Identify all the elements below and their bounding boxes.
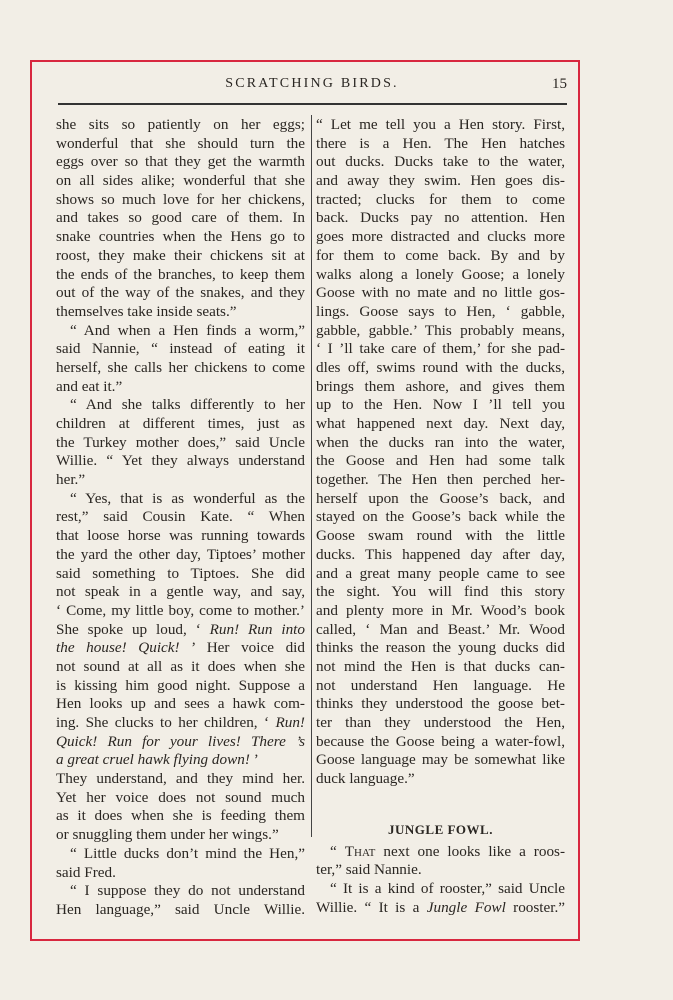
- text-segment: ’ Her voice did: [179, 639, 305, 657]
- text-line: [56, 751, 305, 770]
- text-line: [316, 695, 565, 714]
- text-line: [316, 228, 565, 247]
- text-line: [316, 751, 565, 770]
- column-divider: [311, 115, 312, 837]
- text-line: [56, 621, 305, 640]
- text-segment: goes more distracted and clucks more: [316, 228, 565, 246]
- running-header: [57, 76, 567, 98]
- text-line: [56, 658, 305, 677]
- text-segment: there is a Hen. The Hen hatches: [316, 134, 565, 152]
- text-line: [56, 639, 305, 658]
- text-segment: and eat it.”: [56, 377, 123, 395]
- text-line: [56, 583, 305, 602]
- text-segment: ter than they understood the Hen,: [316, 714, 565, 731]
- text-segment: “ Little ducks don’t mind the Hen,”: [70, 844, 305, 862]
- text-line: [56, 901, 305, 920]
- italic-text: Run! Run into: [209, 620, 305, 638]
- text-line: [316, 247, 565, 266]
- text-line: [316, 434, 565, 453]
- header-rule: [58, 103, 567, 105]
- text-segment: her.”: [56, 471, 86, 489]
- text-segment: snake countries when the Hens go to: [56, 228, 305, 246]
- text-segment: back. Ducks pay no attention. Hen: [316, 209, 565, 227]
- text-line: [56, 135, 305, 154]
- italic-text: a great cruel hawk flying down!: [56, 751, 250, 769]
- running-title: SCRATCHING BIRDS.: [225, 76, 399, 91]
- text-segment: “ I suppose they do not understand: [70, 882, 305, 900]
- text-line: [56, 153, 305, 172]
- text-segment: not speak in a gentle way, and say,: [56, 583, 305, 601]
- section-heading: [316, 817, 565, 843]
- text-line: [56, 434, 305, 453]
- text-segment: or snuggling them under her wings.”: [56, 826, 279, 844]
- text-segment: that loose horse was running towards: [56, 527, 305, 545]
- text-line: [56, 490, 305, 509]
- text-segment: and plenty more in Mr. Wood’s book: [316, 601, 565, 619]
- text-line: [316, 861, 565, 880]
- text-line: [56, 359, 305, 378]
- text-line: [56, 415, 305, 434]
- text-segment: Willie. “ It is a: [316, 898, 427, 916]
- text-line: [56, 228, 305, 247]
- text-segment: on all sides alike; wonderful that she: [56, 172, 305, 190]
- text-line: [316, 508, 565, 527]
- text-line: [56, 826, 305, 845]
- text-segment: she sits so patiently on her eggs;: [56, 116, 305, 133]
- text-segment: ducks. This happened day after day,: [316, 545, 565, 563]
- text-line: [316, 789, 565, 817]
- italic-text: Run!: [275, 714, 305, 731]
- text-line: [316, 135, 565, 154]
- text-segment: themselves take inside seats.”: [56, 302, 237, 320]
- text-line: [316, 116, 565, 135]
- text-segment: and away they swim. Hen goes dis-: [316, 172, 565, 190]
- text-line: [56, 452, 305, 471]
- text-segment: Goose with no mate and no little gos-: [316, 284, 565, 302]
- text-segment: roost, they make their chickens sit at: [56, 246, 305, 264]
- text-segment: ‘ Come, my little boy, come to mother.’: [56, 601, 305, 619]
- text-line: [316, 191, 565, 210]
- text-segment: next one looks like a roos-: [375, 842, 566, 860]
- text-segment: “ Let me tell you a Hen story. First,: [316, 116, 565, 133]
- italic-text: Quick! Run for your lives! There ’s: [56, 732, 305, 750]
- text-line: [56, 266, 305, 285]
- text-segment: “ And she talks differently to her: [70, 396, 305, 414]
- text-line: [56, 733, 305, 752]
- text-segment: thinks the reason the young ducks did: [316, 639, 565, 657]
- text-line: [316, 621, 565, 640]
- text-segment: walks along a lonely Goose; a lonely: [316, 265, 565, 283]
- text-segment: They understand, and they mind her.: [56, 770, 305, 788]
- text-segment: up to the Hen. Now I ’ll tell you: [316, 396, 565, 414]
- text-line: [316, 899, 565, 918]
- text-line: [316, 209, 565, 228]
- text-segment: dles off, swims round with the ducks,: [316, 358, 565, 376]
- text-line: [316, 303, 565, 322]
- text-line: [316, 153, 565, 172]
- text-segment: and a great many people came to see: [316, 564, 565, 582]
- text-segment: not understand Hen language. He: [316, 676, 565, 694]
- text-segment: brings them ashore, and gives them: [316, 377, 565, 395]
- text-segment: herself upon the Goose’s back, and: [316, 489, 565, 507]
- text-segment: the sight. You will find this story: [316, 583, 565, 601]
- text-line: [316, 490, 565, 509]
- text-line: [56, 191, 305, 210]
- text-segment: “ And when a Hen finds a worm,”: [70, 321, 305, 339]
- text-segment: ‘ I ’ll take care of them,’ for she pad-: [316, 340, 565, 358]
- text-segment: “ It is a kind of rooster,” said Uncle: [330, 880, 565, 898]
- text-line: [316, 359, 565, 378]
- text-line: [56, 209, 305, 228]
- text-segment: ’: [249, 751, 259, 769]
- text-line: [56, 172, 305, 191]
- text-line: [316, 378, 565, 397]
- text-line: [56, 807, 305, 826]
- text-line: [316, 565, 565, 584]
- text-line: [316, 677, 565, 696]
- text-segment: JUNGLE FOWL.: [388, 821, 493, 837]
- text-line: [56, 845, 305, 864]
- text-segment: together. The Hen then perched her-: [316, 471, 565, 489]
- text-segment: “: [330, 842, 345, 860]
- text-line: [56, 565, 305, 584]
- text-line: [316, 452, 565, 471]
- text-segment: rest,” said Cousin Kate. “ When: [56, 508, 305, 526]
- text-line: [56, 770, 305, 789]
- text-line: [316, 471, 565, 490]
- text-line: [56, 602, 305, 621]
- text-segment: thinks they understood the goose bet-: [316, 695, 565, 713]
- text-segment: Hen looks up and sees a hawk com-: [56, 695, 305, 713]
- text-segment: ing. She clucks to her children, ‘: [56, 714, 276, 731]
- right-column: [316, 116, 565, 918]
- text-line: [316, 527, 565, 546]
- text-line: [56, 284, 305, 303]
- text-segment: eggs over so that they get the warmth: [56, 153, 305, 171]
- text-segment: wonderful that she should turn the: [56, 134, 305, 152]
- text-line: [316, 602, 565, 621]
- text-segment: called, ‘ Man and Beast.’ Mr. Wood: [316, 620, 565, 638]
- text-segment: and takes so good care of them. In: [56, 209, 305, 227]
- text-line: [56, 789, 305, 808]
- text-line: [316, 266, 565, 285]
- text-line: [56, 527, 305, 546]
- text-line: [56, 882, 305, 901]
- text-segment: children at different times, just as: [56, 415, 305, 432]
- text-segment: for them to come back. By and by: [316, 246, 565, 264]
- text-line: [56, 471, 305, 490]
- text-segment: out of the way of the snakes, and they: [56, 284, 305, 302]
- text-segment: “ Yes, that is as wonderful as the: [70, 489, 305, 507]
- left-column: [56, 116, 305, 920]
- text-line: [56, 116, 305, 135]
- text-segment: rooster.”: [505, 898, 566, 916]
- text-segment: the Turkey mother does,” said Uncle: [56, 433, 305, 451]
- text-line: [56, 247, 305, 266]
- text-line: [56, 378, 305, 397]
- text-segment: said Fred.: [56, 863, 116, 881]
- text-segment: Yet her voice does not sound much: [56, 788, 305, 806]
- text-segment: the ends of the branches, to keep them: [56, 265, 305, 283]
- text-line: [316, 880, 565, 899]
- text-segment: is kissing him good night. Suppose a: [56, 676, 305, 694]
- text-line: [316, 396, 565, 415]
- text-line: [316, 770, 565, 789]
- page-number: 15: [552, 76, 567, 92]
- text-line: [56, 340, 305, 359]
- text-line: [316, 733, 565, 752]
- text-line: [316, 658, 565, 677]
- text-segment: what happened next day. Next day,: [316, 415, 565, 432]
- text-line: [316, 639, 565, 658]
- text-line: [56, 508, 305, 527]
- text-segment: as it does when she is feeding them: [56, 807, 305, 825]
- text-line: [56, 864, 305, 883]
- text-segment: when the ducks ran into the water,: [316, 433, 565, 451]
- text-segment: Hen language,” said Uncle Willie.: [56, 900, 305, 918]
- text-line: [316, 322, 565, 341]
- text-segment: the Goose and Hen had some talk: [316, 452, 565, 470]
- text-segment: ter,” said Nannie.: [316, 861, 422, 879]
- text-segment: because the Goose being a water-fowl,: [316, 732, 565, 750]
- text-segment: gabble, gabble.’ This probably means,: [316, 321, 565, 339]
- text-segment: duck language.”: [316, 770, 415, 788]
- text-segment: Willie. “ Yet they always understand: [56, 452, 305, 470]
- text-segment: stayed on the Goose’s back while the: [316, 508, 565, 526]
- text-line: [316, 843, 565, 862]
- text-segment: not sound at all as it does when she: [56, 657, 305, 675]
- text-line: [316, 714, 565, 733]
- text-line: [316, 340, 565, 359]
- text-segment: out ducks. Ducks take to the water,: [316, 153, 565, 171]
- text-segment: tracted; clucks for them to come: [316, 190, 565, 208]
- text-segment: said something to Tiptoes. She did: [56, 564, 305, 582]
- text-segment: Goose language may be somewhat like: [316, 751, 565, 769]
- text-line: [56, 322, 305, 341]
- text-segment: shows so much love for her chickens,: [56, 190, 305, 208]
- text-line: [316, 172, 565, 191]
- text-segment: not mind the Hen is that ducks can-: [316, 657, 565, 675]
- text-segment: the yard the other day, Tiptoes’ mother: [56, 545, 305, 563]
- text-line: [56, 396, 305, 415]
- text-line: [316, 415, 565, 434]
- text-line: [316, 284, 565, 303]
- text-line: [56, 303, 305, 322]
- text-segment: That: [344, 842, 376, 860]
- text-line: [56, 695, 305, 714]
- italic-text: Jungle Fowl: [426, 898, 506, 916]
- text-segment: She spoke up loud, ‘: [56, 620, 210, 638]
- text-line: [316, 546, 565, 565]
- text-line: [56, 714, 305, 733]
- text-line: [316, 583, 565, 602]
- text-segment: lings. Goose says to Hen, ‘ gabble,: [316, 302, 565, 320]
- text-segment: Goose swam round with the little: [316, 527, 565, 545]
- italic-text: the house! Quick!: [56, 639, 180, 657]
- text-segment: herself, she calls her chickens to come: [56, 358, 305, 376]
- text-line: [56, 677, 305, 696]
- text-segment: said Nannie, “ instead of eating it: [56, 340, 305, 358]
- text-line: [56, 546, 305, 565]
